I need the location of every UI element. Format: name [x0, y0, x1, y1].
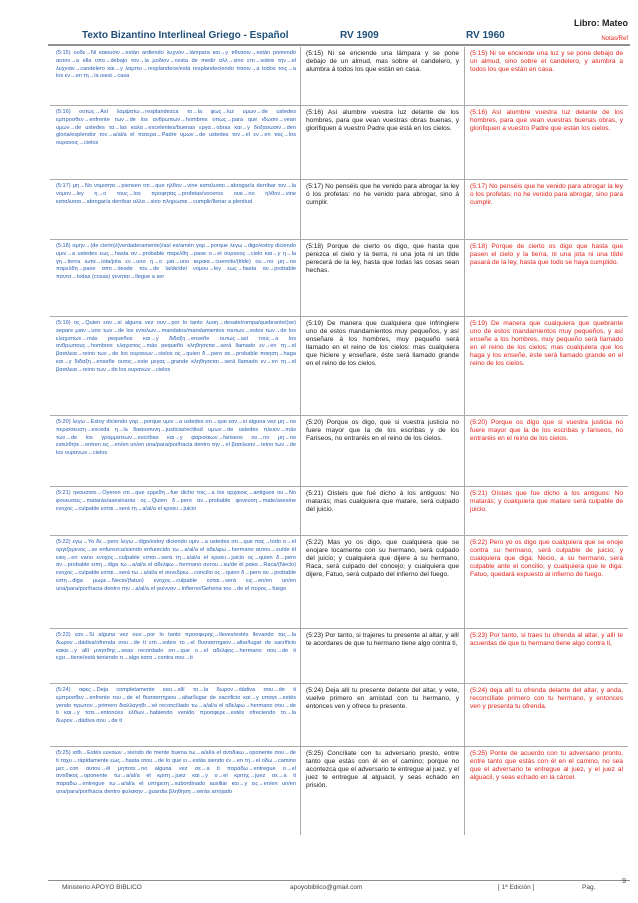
rv1909-text: (5:22) Mas yo os digo, que cualquiera que se enojare locamente con su hermano, será culpado del juicio; y cualquiera que dijere á su hermano, Raca, será culpado del concejo; y cualquiera que dijere, Fatuo, será culpado del infierno del fuego. [300, 536, 464, 628]
footer-ministry: Ministerio APOYO BIBLICO [62, 884, 142, 891]
header-rule [48, 44, 630, 46]
rv1960-text: (5:21) Oísteis que fue dicho a los antiguos: No matarás; y cualquiera que matare será culpable de juicio. [464, 487, 628, 535]
interlinear-text: (5:22) εγω→Yo δε→pero λεγω→digo/estoy diciendo υμιν→a ustedes οτι→que πας→todo ο→el οργιζομενος→se enfurezca/siendo enfurecido τω→a/al/a el αδελφω→hermano αυτου→su/de él εικη→en vano ενοχος→culpable εσται→será τη→a/al/a el κρισει→juicio ος→quien δ→pero αν→probable ειπη→diga τω→a/al/a el αδελφω→hermano αυτου→su/de él ρακα→Raca/(Necio) ενοχος→culpable εσται→será τω→a/al/a el συνεδριω→concilio ος→quien δ→pero αν→probable ειπη→diga μωρε→Necio/(fatuo) ενοχος→culpable εσται→será εις→en/en un/en una/para/por/hacia dentro την→a/al/a el γεενναν→Infierno/Gehena του→de el πυρος→fuego [56, 539, 296, 592]
rv1909-column-title: RV 1909 [340, 30, 379, 41]
notes-label: Notas/Ref [601, 36, 628, 42]
verse-row [50, 629, 628, 684]
interlinear-text: (5:23) εαν→Si alguna vez ουν→por lo tanto προσφερης→lleves/estés llevando τας→la δωρον→dádiva/ofrenda σου→de ti επι→sobre το→el θυσιαστηριον→altar/lugar de sacrificio κακει→y allí μνησθης→seas recordado οτι→que ο→el αδελφος→hermano σου→de ti εχει→tiene/está teniendo τι→algo κατα→contra σου→ti [56, 632, 296, 662]
rv1960-text: (5:18) Porque de cierto os digo que hasta que pasen el cielo y la tierra, ni una jota ni una tilde pasará de la ley, hasta que todo se haya cumplido. [464, 240, 628, 316]
footer-email: apoyobiblico@gmail.com [290, 884, 363, 891]
verse-row [50, 747, 628, 835]
page-number: 9 [622, 878, 626, 885]
verse-row [50, 536, 628, 629]
interlinear-text: (5:20) λεγω→Estoy diciendo γαρ→porque υμιν→a ustedes οτι→que εαν→si alguna vez μη→no περισσευση→exceda η→la δικαιοσυνη→justicia/rectitud υμων→de ustedes πλειον→más των→de los γραμματεων→escribas και→y φαρισαιων→fariseos ου→no μη→no εισελθητε→entren εις→en/en un/en una/para/por/hacia dentro την→el βασιλειαν→reino των→de los ουρανων→cielos [56, 419, 296, 457]
rv1960-text: (5:23) Por tanto, si traes tu ofrenda al altar, y allí te acuerdas de que tu hermano tiene algo contra ti, [464, 629, 628, 683]
verse-row [50, 416, 628, 487]
rv1960-text: (5:15) Ni se enciende una luz y se pone debajo de un almud, sino sobre el candelero, y alumbra a todos los que están en casa. [464, 47, 628, 105]
verse-table [50, 47, 628, 835]
interlinear-text: (5:15) ουδε→Ni καιουσιν→están ardiendo λυχνον→lámpara και→y τιθεασιν→están poniendo αυτον→a ella υπο→debajo τον→la μοδιον→cesta de medir αλλ→sino επι→sobre την→el λυχνιαν→candelero και→y λαμπει→resplandece/está resplandeciendo πασιν→a todos τοις→a los εν→en τη→la οικια→casa [56, 50, 296, 80]
rv1909-text: (5:21) Oísteis que fué dicho á los antiguos: No matarás; mas cualquiera que matare, será culpado del juicio. [300, 487, 464, 535]
verse-row [50, 180, 628, 240]
footer-rule [48, 880, 630, 881]
rv1909-text: (5:15) Ni se enciende una lámpara y se pone debajo de un almud, mas sobre el candelero, y alumbra á todos los que están en casa. [300, 47, 464, 105]
interlinear-column-title: Texto Bizantino Interlineal Griego - Español [82, 30, 289, 41]
rv1960-text: (5:17) No penséis que he venido para abrogar la ley o los profetas; no he venido para abrogar, sino para cumplir. [464, 180, 628, 239]
verse-row [50, 317, 628, 416]
rv1909-text: (5:16) Así alumbre vuestra luz delante de los hombres, para que vean vuestras obras buenas, y glorifiquen á vuestro Padre que está en los cielos. [300, 106, 464, 179]
rv1909-text: (5:19) De manera que cualquiera que infringiere uno de estos mandamientos muy pequeños, y así enseñare á los hombres, muy pequeño será llamado en el reino de los cielos: mas cualquiera que hiciere y enseñare, éste será llamado grande en el reino de los cielos. [300, 317, 464, 415]
rv1909-text: (5:18) Porque de cierto os digo, que hasta que perezca el cielo y la tierra, ni una jota ni un tilde perecerá de la ley, hasta que todas las cosas sean hechas. [300, 240, 464, 316]
footer-edition: [ 1ª Edición ] [498, 884, 535, 891]
interlinear-text: (5:16) ουτως→Así λαμψατω→resplandezca το→la φως→luz υμων→de ustedes εμπροσθεν→enfrente των→de los ανθρωπων→hombres οπως→para que ιδωσιν→vean υμων→de ustedes τα→las καλα→excelentes/buenas εργα→obras και→y δοξασωσιν→den gloria/esplendor τον→a/al/a el πατερα→Padre υμων→de ustedes τον→el εν→en τοις→los ουρανοις→cielos [56, 109, 296, 147]
rv1909-text: (5:20) Porque os digo, que si vuestra justicia no fuere mayor que la de los escribas y de los Fariseos, no entraréis en el reino de los cielos. [300, 416, 464, 486]
interlinear-text: (5:18) αμην→(de cierto)/(verdaderamente)/así es/amén γαρ→porque λεγω→digo/estoy diciendo υμιν→a ustedes εως→hasta αν→probable παρελθη→pase ο→el ουρανος→cielo και→y η→la γη→tierra ιωτα→iota/jota εν→uno η→o μια→uno κεραια→cuernito/(tilde) ου→no μη→no παρελθη→pase απο→desde του→de la/de/del νομου→ley εως→hasta αν→probable παντα→todas (cosas) γενηται→llegue a ser [56, 243, 296, 281]
rv1960-text: (5:20) Porque os digo que si vuestra justicia no fuere mayor que la de los escribas y fariseos, no entraréis en el reino de los cielos. [464, 416, 628, 486]
rv1960-text: (5:19) De manera que cualquiera que quebrante uno de estos mandamientos muy pequeños, y así enseñe a los hombres, muy pequeño será llamado en el reino de los cielos; mas cualquiera que los haga y los enseñe, éste será llamado grande en el reino de los cielos. [464, 317, 628, 415]
rv1960-text: (5:22) Pero yo os digo que cualquiera que se enoje contra su hermano, será culpable de juicio; y cualquiera que diga: Necio, a su hermano, será culpable ante el concilio; y cualquiera que le diga: Fatuo, quedará expuesto al infierno de fuego. [464, 536, 628, 628]
verse-row [50, 240, 628, 317]
rv1909-text: (5:17) No penséis que he venido para abrogar la ley ó los profetas: no he venido para abrogar, sino á cumplir. [300, 180, 464, 239]
book-label: Libro: Mateo [574, 18, 628, 28]
rv1960-text: (5:25) Ponte de acuerdo con tu adversario pronto, entre tanto que estás con él en el camino, no sea que el adversario te entregue al juez, y el juez al alguacil, y seas echado en la cárcel. [464, 747, 628, 835]
interlinear-text: (5:19) ος→Quien εαν→si alguna vez ουν→por lo tanto λυση→desate/rompa/quebrante/(se) separe μιαν→uno των→de los εντολων→mandatos/mandamientos τουτων→estos των→de los ελαχιστων→más pequeños και→y διδαξη→enseñe ουτως→así τους→a los ανθρωπους→hombres ελαχιστος→más pequeño κληθησεται→será llamado εν→en τη→el βασιλεια→reino των→de los ουρανων→cielos ος→quien δ→pero αν→probable ποιηση→haga και→y διδαξη→enseñe ουτος→este μεγας→grande κληθησεται→será llamado εν→en τη→el βασιλεια→reino των→de los ουρανων→cielos [56, 320, 296, 373]
interlinear-text: (5:17) μη→No νομισητε→piensen οτι→que ηλθον→vine καταλυσαι→abrogar/a derribar τον→la νομον→ley η→o τους→los προφητας→profetas/voceros ουκ→no ηλθον→vine καταλυσαι→abrogar/a derribar αλλα→sino πληρωσαι→cumplir/llenar a plenitud [56, 183, 296, 205]
interlinear-text: (5:21) ηκουσατε→Oyeron οτι→que ερρεθη→fue dicho τοις→a los αρχαιοις→antiguos ου→No φονευσεις→matarás/asesinarás ος→Quien δ→pero αν→probable φονευση→mate/asesine ενοχος→culpable εσται→será τη→a/al/a el κρισει→juicio [56, 490, 296, 512]
verse-row [50, 47, 628, 106]
rv1960-text: (5:16) Así alumbre vuestra luz delante de los hombres, para que vean vuestras buenas obras, y glorifiquen a vuestro Padre que están los cielos. [464, 106, 628, 179]
verse-row [50, 106, 628, 180]
verse-row [50, 684, 628, 747]
interlinear-text: (5:24) αφες→Deja completamente εκει→allí το→la δωρον→dádiva σου→de ti εμπροσθεν→enfrente του→de el θυσιαστηριου→altar/lugar de sacrificio και→y υπαγε→estés yendo πρωτον→primero διαλλαγηθι→sé reconciliado τω→a/al/a el αδελφω→hermano σου→de ti και→y τοτε→entonces ελθων→habiendo venido προσφερε→estés ofreciendo το→la δωρον→dádiva σου→de ti [56, 687, 296, 725]
footer-page-label: Pag. [582, 884, 596, 891]
interlinear-text: (5:25) ισθι→Estés ευνοων→siendo de mente buena τω→a/al/a el αντιδικω→oponente σου→de ti ταχυ→rápidamente εως→hasta οτου→de lo que ει→estás siendo εν→en τη→el οδω→camino μετ→con αυτου→él μηποτε→no alguna vez σε→a ti παραδω→entregue ο→el αντιδικος→oponente τω→a/al/a el κριτη→juez και→y ο→el κριτης→juez σε→a ti παραδω→entregue τω→a/al/a el υπηρετη→subordinado auxiliar και→y εις→en/en un/en una/para/por/hacia dentro φυλακην→guardia βληθηση→serás arrojado [56, 750, 296, 795]
rv1909-text: (5:24) Deja allí tu presente delante del altar, y vete, vuelve primero en amistad con tu hermano, y entonces ven y ofrece tu presente. [300, 684, 464, 746]
rv1909-text: (5:25) Concíliate con tu adversario presto, entre tanto que estás con él en el camino; porque no acontezca que el adversario te entregue al juez, y el juez te entregue al alguacil, y seas echado en prisión. [300, 747, 464, 835]
rv1960-text: (5:24) deja allí tu ofrenda delante del altar, y anda, reconcíliate primero con tu hermano, y entonces ven y presenta tu ofrenda. [464, 684, 628, 746]
rv1909-text: (5:23) Por tanto, si trajeres tu presente al altar, y allí te acordares de que tu hermano tiene algo contra ti, [300, 629, 464, 683]
verse-row [50, 487, 628, 536]
rv1960-column-title: RV 1960 [466, 30, 505, 41]
